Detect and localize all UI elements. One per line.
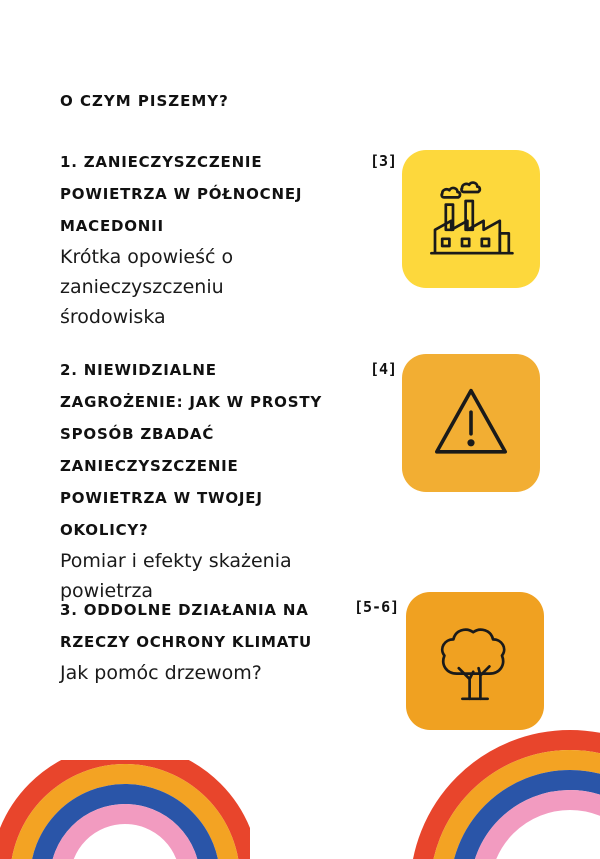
rainbow-right bbox=[400, 730, 600, 859]
section-item-1 bbox=[60, 146, 350, 332]
tree-tile bbox=[406, 592, 544, 730]
section-item-3 bbox=[60, 594, 350, 688]
reference-label: [5-6] bbox=[354, 598, 400, 616]
section-item-2 bbox=[60, 354, 350, 606]
item-title: 1. ZANIECZYSZCZENIE POWIETRZA W PÓŁNOCNEJ MACEDONII bbox=[60, 153, 303, 235]
item-subtitle: Pomiar i efekty skażenia powietrza bbox=[60, 550, 292, 602]
item-subtitle: Jak pomóc drzewom? bbox=[60, 662, 262, 684]
page-heading: O CZYM PISZEMY? bbox=[60, 92, 229, 110]
warning-icon bbox=[426, 378, 516, 468]
rainbow-left bbox=[0, 760, 250, 859]
factory-tile bbox=[402, 150, 540, 288]
warning-tile bbox=[402, 354, 540, 492]
reference-label: [4] bbox=[370, 360, 398, 378]
reference-label: [3] bbox=[370, 152, 398, 170]
item-title: 3. ODDOLNE DZIAŁANIA NA RZECZY OCHRONY KLIMATU bbox=[60, 601, 313, 651]
item-title: 2. NIEWIDZIALNE ZAGROŻENIE: JAK W PROSTY SPOSÓB ZBADAĆ ZANIECZYSZCZENIE POWIETRZA W TWOJEJ OKOLICY? bbox=[60, 361, 323, 539]
tree-icon bbox=[430, 616, 520, 706]
item-subtitle: Krótka opowieść o zanieczyszczeniu środowiska bbox=[60, 246, 234, 328]
factory-icon bbox=[426, 174, 516, 264]
